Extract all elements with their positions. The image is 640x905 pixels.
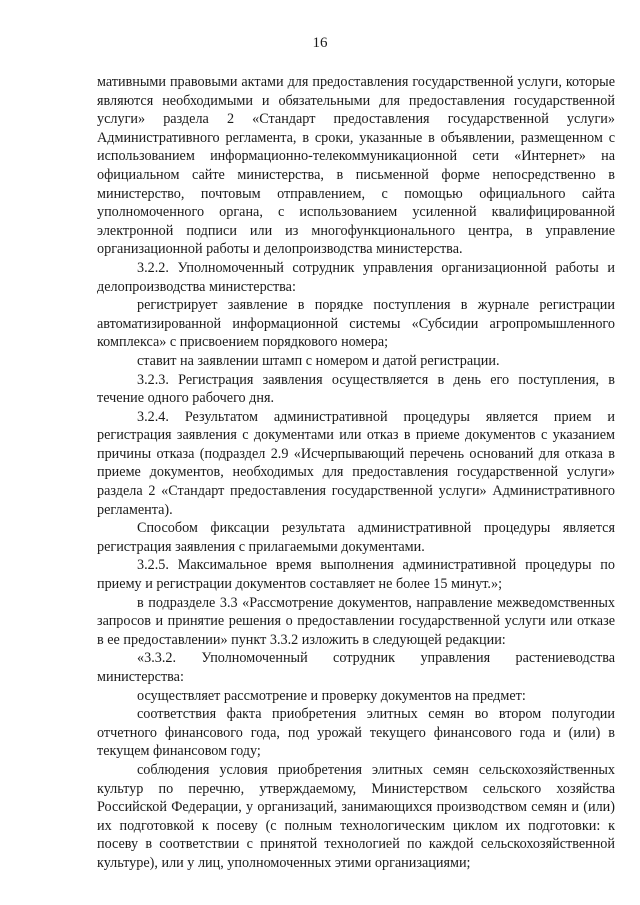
paragraph-3-3-2: «3.3.2. Уполномоченный сотрудник управления растениеводства министерства: (97, 650, 615, 685)
paragraph-continuation: мативными правовыми актами для предоставления государственной услуги, которые являются необходимыми и обязательными для предоставления государственной услуги» раздела 2 «Стандарт предоставления государственной услуги» Административного регламента, в сроки, указанные в объявлении, размещенном с использованием информационно-телекоммуникационной сети «Интернет» на официальном сайте министерства, в письменной форме непосредственно в министерство, почтовым отправлением, с помощью официального сайта уполномоченного органа, с использованием усиленной квалифицированной электронной подписи или из многофункционального центра, в управление организационной работы и делопроизводства министерства. (97, 74, 615, 258)
paragraph-registers: регистрирует заявление в порядке поступления в журнале регистрации автоматизированной информационной системы «Субсидии агропромышленного комплекса» с присвоением порядкового номера; (97, 297, 615, 351)
document-body (97, 73, 615, 873)
paragraph-subsection-3-3: в подразделе 3.3 «Рассмотрение документов, направление межведомственных запросов и принятие решения о предоставлении государственной услуги или отказе в ее предоставлении» пункт 3.3.2 изложить в следующей редакции: (97, 594, 615, 648)
paragraph-fixation: Способом фиксации результата административной процедуры является регистрация заявления с прилагаемыми документами. (97, 520, 615, 555)
paragraph-3-2-5: 3.2.5. Максимальное время выполнения административной процедуры по приему и регистрации документов составляет не более 15 минут.»; (97, 557, 615, 593)
paragraph-conditions: соблюдения условия приобретения элитных семян сельскохозяйственных культур по перечню, утверждаемому, Министерством сельского хозяйства Российской Федерации, у организаций, занимающихся производством семян и (или) их подготовкой к посеву (с полным технологическим циклом их подготовки: к посеву в соответствии с принятой технологией по каждой сельскохозяйственной культуре), или у лиц, уполномоченных этими организациями; (97, 761, 615, 871)
paragraph-3-2-2: 3.2.2. Уполномоченный сотрудник управления организационной работы и делопроизводства министерства: (97, 259, 615, 295)
paragraph-review: осуществляет рассмотрение и проверку документов на предмет: (137, 687, 526, 704)
paragraph-stamp: ставит на заявлении штамп с номером и датой регистрации. (137, 352, 500, 369)
page-number: 16 (312, 35, 328, 51)
paragraph-compliance: соответствия факта приобретения элитных семян во втором полугодии отчетного финансового года, под урожай текущего финансового года и (или) в текущем финансовом году; (97, 706, 615, 760)
paragraph-3-2-4: 3.2.4. Результатом административной процедуры является прием и регистрация заявления с документами или отказ в приеме документов с указанием причины отказа (подраздел 2.9 «Исчерпывающий перечень оснований для отказа в приеме документов, необходимых для предоставления государственной услуги» раздела 2 «Стандарт предоставления государственной услуги» Административного регламента). (97, 408, 615, 518)
paragraph-3-2-3: 3.2.3. Регистрация заявления осуществляется в день его поступления, в течение одного рабочего дня. (97, 371, 615, 407)
